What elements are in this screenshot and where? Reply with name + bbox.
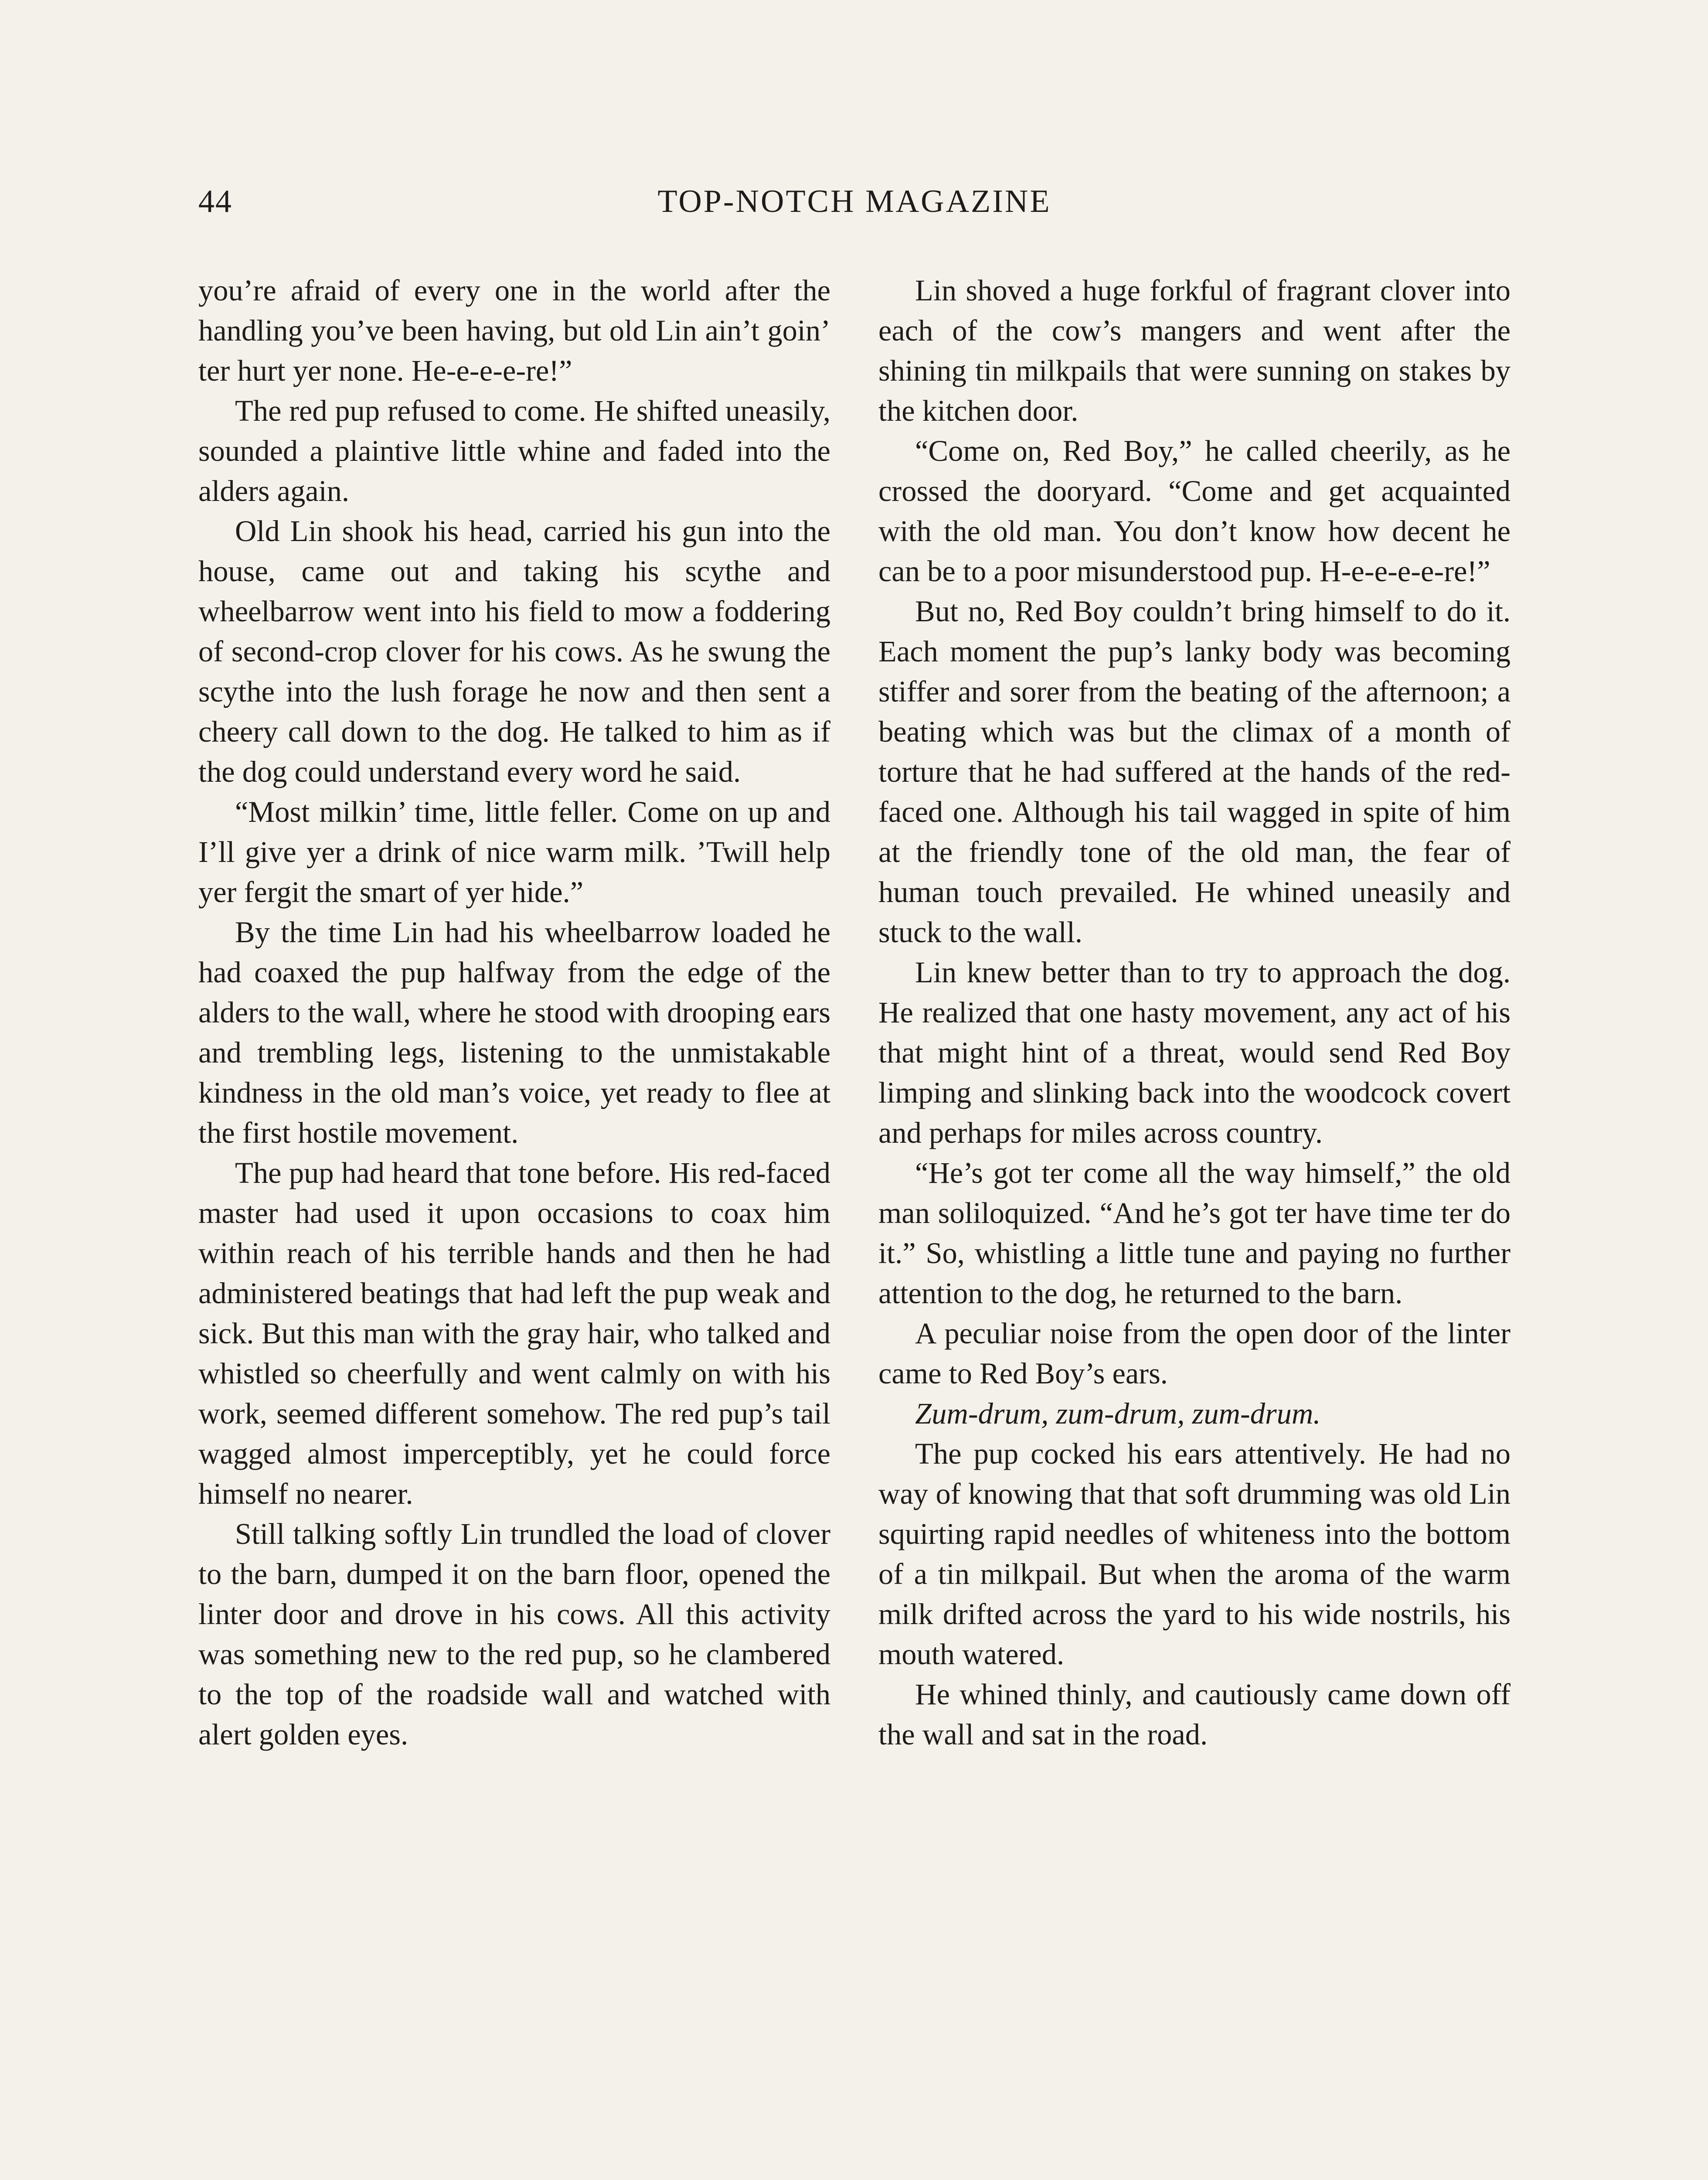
left-column: [198, 270, 830, 1754]
right-column: [878, 270, 1511, 1754]
paragraph: The pup cocked his ears attentively. He had no way of knowing that that soft drumming was old Lin squirting rapid needles of whiteness into the bottom of a tin milkpail. But when the aroma of the warm milk drifted across the yard to his wide nostrils, his mouth watered.: [878, 1437, 1511, 1671]
paragraph: A peculiar noise from the open door of the linter came to Red Boy’s ears.: [878, 1317, 1511, 1390]
running-title: TOP-NOTCH MAGAZINE: [657, 184, 1051, 219]
paragraph: Still talking softly Lin trundled the load of clover to the barn, dumped it on the barn floor, opened the linter door and drove in his cows. All this activity was something new to the red pup, so he clambered to the top of the roadside wall and watched with alert golden eyes.: [198, 1517, 830, 1751]
paragraph: Lin shoved a huge forkful of fragrant clover into each of the cow’s mangers and went after the shining tin milkpails that were sunning on stakes by the kitchen door.: [878, 274, 1511, 427]
paragraph: Lin knew better than to try to approach the dog. He realized that one hasty movement, any act of his that might hint of a threat, would send Red Boy limping and slinking back into the woodcock covert and perhaps for miles across country.: [878, 956, 1511, 1149]
paragraph: “He’s got ter come all the way himself,” the old man soliloquized. “And he’s got ter have time ter do it.” So, whistling a little tune and paying no further attention to the dog, he returned to the barn.: [878, 1156, 1511, 1310]
onomatopoeia-line: Zum-drum, zum-drum, zum-drum.: [915, 1397, 1321, 1430]
paragraph: you’re afraid of every one in the world after the handling you’ve been having, but old Lin ain’t goin’ ter hurt yer none. He-e-e-e-re!”: [198, 274, 830, 387]
paragraph: Old Lin shook his head, carried his gun into the house, came out and taking his scythe and wheelbarrow went into his field to mow a foddering of second-crop clover for his cows. As he swung the scythe into the lush forage he now and then sent a cheery call down to the dog. He talked to him as if the dog could understand every word he said.: [198, 514, 830, 788]
paragraph: But no, Red Boy couldn’t bring himself to do it. Each moment the pup’s lanky body was becoming stiffer and sorer from the beating of the afternoon; a beating which was but the climax of a month of torture that he had suffered at the hands of the red-faced one. Although his tail wagged in spite of him at the friendly tone of the old man, the fear of human touch prevailed. He whined uneasily and stuck to the wall.: [878, 595, 1511, 949]
paragraph: “Come on, Red Boy,” he called cheerily, as he crossed the dooryard. “Come and get acquainted with the old man. You don’t know how decent he can be to a poor misunderstood pup. H-e-e-e-e-re!”: [878, 434, 1511, 588]
paragraph: “Most milkin’ time, little feller. Come on up and I’ll give yer a drink of nice warm milk. ’Twill help yer fergit the smart of yer hide.”: [198, 795, 830, 909]
paragraph: He whined thinly, and cautiously came down off the wall and sat in the road.: [878, 1678, 1511, 1751]
paragraph: The red pup refused to come. He shifted uneasily, sounded a plaintive little whine and faded into the alders again.: [198, 394, 830, 508]
paragraph: By the time Lin had his wheelbarrow loaded he had coaxed the pup halfway from the edge of the alders to the wall, where he stood with drooping ears and trembling legs, listening to the unmistakable kindness in the old man’s voice, yet ready to flee at the first hostile movement.: [198, 916, 830, 1149]
paragraph: The pup had heard that tone before. His red-faced master had used it upon occasions to coax him within reach of his terrible hands and then he had administered beatings that had left the pup weak and sick. But this man with the gray hair, who talked and whistled so cheerfully and went calmly on with his work, seemed different somehow. The red pup’s tail wagged almost imperceptibly, yet he could force himself no nearer.: [198, 1156, 830, 1510]
page-header: [198, 183, 1511, 235]
page-number: 44: [198, 184, 232, 219]
